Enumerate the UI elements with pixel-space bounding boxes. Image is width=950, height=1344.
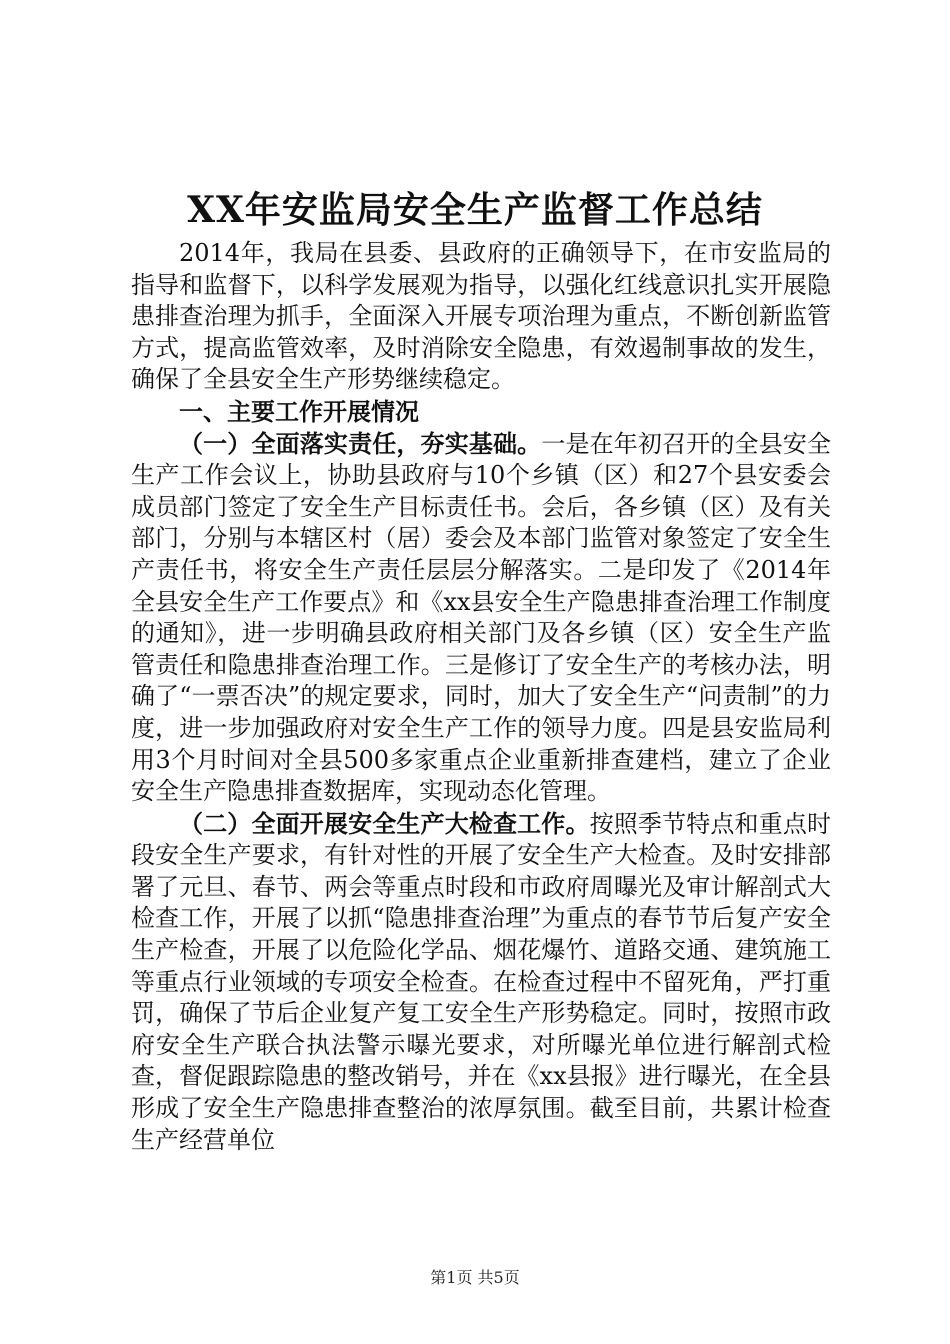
item-lead-1: （一）全面落实责任，夯实基础。 <box>179 428 542 458</box>
item-paragraph-2 <box>131 808 831 1157</box>
item-paragraph-1 <box>131 428 831 808</box>
item-lead-2: （二）全面开展安全生产大检查工作。 <box>179 808 590 838</box>
item-text-1: 一是在年初召开的全县安全生产工作会议上，协助县政府与10个乡镇（区）和27个县安委会成员部门签定了安全生产目标责任书。会后，各乡镇（区）及有关部门，分别与本辖区村（居）委会及本部门监管对象签定了安全生产责任书，将安全生产责任层层分解落实。二是印发了《2014年全县安全生产工作要点》和《xx县安全生产隐患排查治理工作制度的通知》，进一步明确县政府相关部门及各乡镇（区）安全生产监管责任和隐患排查治理工作。三是修订了安全生产的考核办法，明确了“一票否决”的规定要求，同时，加大了安全生产“问责制”的力度，进一步加强政府对安全生产工作的领导力度。四是县安监局利用3个月时间对全县500多家重点企业重新排查建档，建立了企业安全生产隐患排查数据库，实现动态化管理。 <box>131 429 832 806</box>
document-body <box>131 238 831 1156</box>
section-heading: 一、主要工作开展情况 <box>179 396 419 426</box>
document-title: XX年安监局安全生产监督工作总结 <box>187 189 763 231</box>
intro-paragraph: 2014年，我局在县委、县政府的正确领导下，在市安监局的指导和监督下，以科学发展观为指导，以强化红线意识扎实开展隐患排查治理为抓手，全面深入开展专项治理为重点，不断创新监管方式，提高监管效率，及时消除安全隐患，有效遏制事故的发生，确保了全县安全生产形势继续稳定。 <box>131 239 831 394</box>
page-footer: 第1页 共5页 <box>430 1268 520 1287</box>
item-text-2: 按照季节特点和重点时段安全生产要求，有针对性的开展了安全生产大检查。及时安排部署了元旦、春节、两会等重点时段和市政府周曝光及审计解剖式大检查工作，开展了以抓“隐患排查治理”为重点的春节节后复产安全生产检查，开展了以危险化学品、烟花爆竹、道路交通、建筑施工等重点行业领域的专项安全检查。在检查过程中不留死角，严打重罚，确保了节后企业复产复工安全生产形势稳定。同时，按照市政府安全生产联合执法警示曝光要求，对所曝光单位进行解剖式检查，督促跟踪隐患的整改销号，并在《xx县报》进行曝光，在全县形成了安全生产隐患排查整治的浓厚氛围。截至目前，共累计检查生产经营单位 <box>131 809 832 1154</box>
